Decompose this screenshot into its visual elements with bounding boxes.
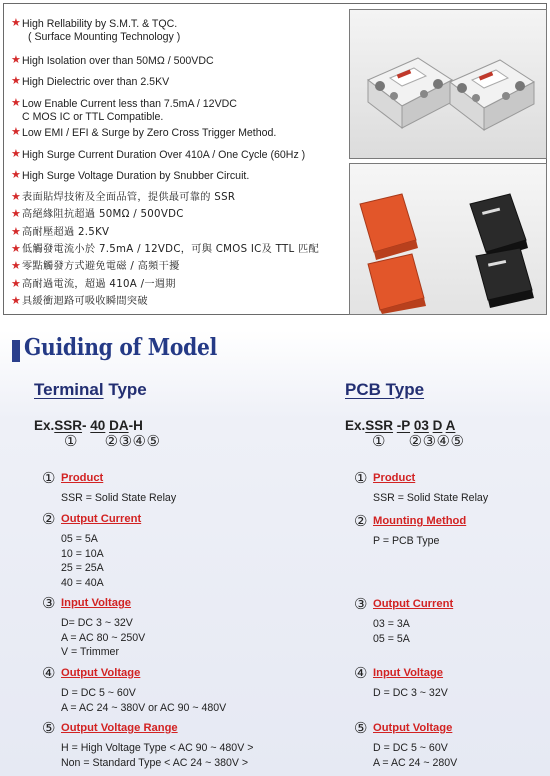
code-input: D	[109, 418, 119, 433]
code-ssr: SSR	[365, 418, 394, 433]
pcb-relay-illustration	[350, 164, 547, 315]
type-heading-word: Type	[108, 380, 147, 399]
star-bullet-icon: ★	[11, 54, 21, 66]
star-bullet-icon: ★	[11, 293, 22, 307]
star-bullet-icon: ★	[11, 169, 21, 181]
section-line: V = Trimmer	[61, 646, 119, 658]
section-line: D = DC 5 ~ 60V	[373, 742, 448, 754]
star-bullet-icon: ★	[11, 17, 21, 29]
terminal-relay-illustration	[350, 10, 547, 159]
section-line: P = PCB Type	[373, 535, 440, 547]
feature-text: High Dielectric over than 2.5KV	[22, 76, 170, 88]
section-number: ①	[42, 470, 56, 487]
terminal-relay-photo	[349, 9, 547, 159]
section-line: SSR = Solid State Relay	[61, 492, 177, 504]
code-prefix: Ex.	[34, 418, 55, 433]
star-bullet-icon: ★	[11, 224, 22, 238]
section-number: ⑤	[42, 720, 56, 737]
section-line: 03 = 3A	[373, 618, 410, 630]
section-line: SSR = Solid State Relay	[373, 492, 489, 504]
index-2-5: ②③④⑤	[104, 433, 161, 450]
feature-text-zh: 具緩衝迴路可吸收瞬間突破	[22, 295, 148, 307]
pcb-heading-text: PCB Type	[345, 380, 425, 399]
section-line: Non = Standard Type < AC 24 ~ 380V >	[61, 756, 249, 769]
star-bullet-icon: ★	[11, 97, 21, 109]
feature-text-zh: 高耐壓超過 2.5KV	[22, 226, 110, 238]
section-line: 05 = 5A	[373, 632, 410, 645]
section-heading: Output Current	[61, 513, 142, 525]
feature-text: High Surge Voltage Duration by Snubber Circuit.	[22, 170, 250, 182]
feature-item-zh	[11, 293, 148, 308]
feature-item-zh	[11, 241, 319, 256]
feature-text-zh: 高絕緣阻抗超過 50MΩ / 500VDC	[22, 209, 184, 221]
index-2-5: ②③④⑤	[408, 433, 465, 450]
star-bullet-icon: ★	[11, 75, 21, 87]
section-line: D = DC 5 ~ 60V	[61, 687, 136, 699]
feature-item	[11, 97, 237, 124]
feature-text: High Rellability by S.M.T. & TQC.	[22, 18, 178, 30]
code-ssr: SSR	[54, 418, 83, 433]
section-line: A = AC 24 ~ 280V	[373, 756, 458, 769]
code-output: A	[118, 418, 129, 433]
feature-item-zh	[11, 276, 176, 291]
feature-item-zh	[11, 224, 110, 239]
section-heading: Output Voltage	[61, 667, 141, 679]
feature-subtext: C MOS IC or TTL Compatible.	[22, 111, 164, 123]
section-number: ③	[354, 596, 368, 613]
code-prefix: Ex.	[345, 418, 366, 433]
section-heading: Input Voltage	[373, 667, 444, 679]
index-1: ①	[64, 433, 78, 450]
code-dash: -	[82, 418, 87, 433]
code-input: D	[432, 418, 443, 433]
star-bullet-icon: ★	[11, 241, 22, 255]
section-heading: Output Current	[373, 598, 454, 610]
feature-item	[11, 54, 214, 68]
section-heading: Output Voltage	[373, 722, 453, 734]
feature-item-zh	[11, 190, 236, 204]
star-bullet-icon: ★	[11, 207, 22, 221]
section-heading: Product	[373, 472, 416, 484]
section-number: ②	[42, 511, 56, 528]
section-line: 40 = 40A	[61, 576, 104, 589]
section-title: Guiding of Model	[24, 334, 218, 361]
feature-item-zh	[11, 207, 184, 221]
section-number: ③	[42, 595, 56, 612]
features-panel	[3, 3, 547, 315]
section-title-marker	[12, 340, 20, 362]
section-line: H = High Voltage Type < AC 90 ~ 480V >	[61, 742, 254, 754]
terminal-code-indices	[64, 432, 160, 450]
feature-text-zh: 高耐過電流，超過 410A /一週期	[22, 278, 176, 290]
code-mounting: -P	[396, 418, 411, 433]
section-number: ④	[42, 665, 56, 682]
section-line: D= DC 3 ~ 32V	[61, 617, 133, 629]
feature-text-zh: 零點觸發方式避免電磁 / 高頻干擾	[22, 261, 180, 273]
section-heading: Mounting Method	[373, 515, 467, 527]
feature-item	[11, 126, 277, 140]
feature-item	[11, 17, 181, 44]
section-number: ②	[354, 513, 368, 530]
feature-item	[11, 148, 306, 162]
feature-item	[11, 169, 250, 183]
section-heading: Output Voltage Range	[61, 722, 178, 734]
terminal-example-code	[34, 418, 143, 433]
section-line: 10 = 10A	[61, 547, 104, 560]
pcb-example-code	[345, 418, 455, 433]
star-bullet-icon: ★	[11, 148, 21, 160]
code-current: 40	[90, 418, 106, 433]
terminal-heading-word: Terminal	[34, 380, 104, 399]
feature-text: Low Enable Current less than 7.5mA / 12VDC	[22, 98, 237, 110]
pcb-type-heading	[345, 380, 424, 400]
section-number: ④	[354, 665, 368, 682]
code-range: -H	[128, 418, 143, 433]
section-heading: Input Voltage	[61, 597, 132, 609]
star-bullet-icon: ★	[11, 259, 22, 273]
section-line: 25 = 25A	[61, 562, 104, 574]
code-output: A	[445, 418, 456, 433]
feature-text-zh: 表面貼焊技術及全面品管，提供最可靠的 SSR	[22, 192, 236, 203]
feature-text: Low EMI / EFI & Surge by Zero Cross Trigger Method.	[22, 127, 277, 139]
section-line: D = DC 3 ~ 32V	[373, 687, 448, 699]
feature-subtext: ( Surface Mounting Technology )	[28, 31, 181, 43]
section-number: ⑤	[354, 720, 368, 737]
terminal-type-heading	[34, 380, 147, 400]
feature-item	[11, 75, 170, 89]
feature-text-zh: 低觸發電流小於 7.5mA / 12VDC，可與 CMOS IC及 TTL 匹配	[22, 243, 319, 255]
feature-item-zh	[11, 259, 180, 273]
pcb-relay-photo	[349, 163, 547, 315]
star-bullet-icon: ★	[11, 190, 22, 203]
section-line: A = AC 24 ~ 380V or AC 90 ~ 480V	[61, 701, 227, 714]
feature-text: High Surge Current Duration Over 410A / One Cycle (60Hz )	[22, 149, 306, 161]
section-heading: Product	[61, 472, 104, 484]
index-1: ①	[372, 433, 386, 450]
star-bullet-icon: ★	[11, 126, 21, 138]
code-current: 03	[413, 418, 429, 433]
section-line: 05 = 5A	[61, 533, 98, 545]
star-bullet-icon: ★	[11, 276, 22, 290]
section-line: A = AC 80 ~ 250V	[61, 631, 146, 644]
section-number: ①	[354, 470, 368, 487]
pcb-code-indices	[372, 432, 464, 450]
feature-text: High Isolation over than 50MΩ / 500VDC	[22, 55, 214, 67]
